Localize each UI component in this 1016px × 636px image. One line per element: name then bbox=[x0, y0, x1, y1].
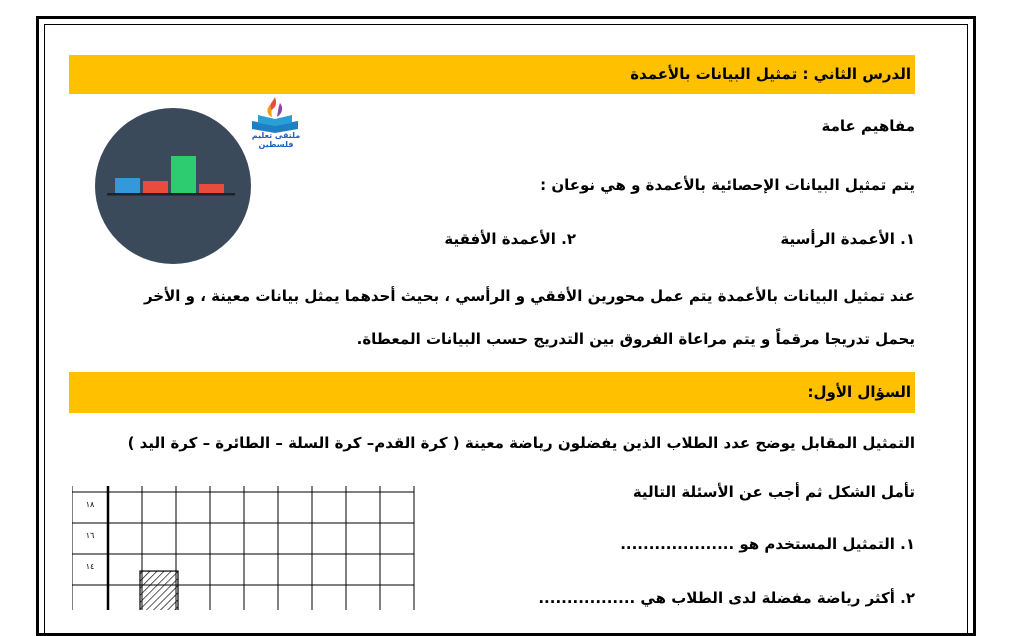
y-tick-label: ١٦ bbox=[85, 531, 95, 540]
y-tick-label: ١٤ bbox=[85, 562, 95, 571]
lesson-title: الدرس الثاني : تمثيل البيانات بالأعمدة bbox=[630, 65, 911, 83]
bar-chart-icon bbox=[95, 108, 251, 264]
bars bbox=[140, 571, 178, 610]
lesson-title-band bbox=[69, 55, 915, 94]
grid-lines bbox=[72, 486, 414, 610]
question-item-1: ١. التمثيل المستخدم هو .................... bbox=[620, 535, 915, 553]
type-horizontal-bars: ٢. الأعمدة الأفقية bbox=[444, 230, 576, 248]
forum-logo-caption: ملتقى تعليم فلسطين bbox=[251, 131, 301, 149]
bar-chart-grid bbox=[72, 486, 422, 610]
section-heading: مفاهيم عامة bbox=[821, 117, 915, 135]
question-instruction: تأمل الشكل ثم أجب عن الأسئلة التالية bbox=[632, 483, 915, 501]
paragraph-line-2: يحمل تدريجا مرقماً و يتم مراعاة الفروق بين التدريج حسب البيانات المعطاة. bbox=[356, 330, 915, 348]
y-axis-tick-labels bbox=[86, 500, 95, 571]
bar-0 bbox=[140, 571, 178, 610]
question-heading: السؤال الأول: bbox=[807, 383, 911, 401]
question-item-2: ٢. أكثر رياضة مفضلة لدى الطلاب هي ................. bbox=[538, 589, 915, 607]
type-vertical-bars: ١. الأعمدة الرأسية bbox=[780, 230, 915, 248]
question-heading-band bbox=[69, 372, 915, 413]
intro-text: يتم تمثيل البيانات الإحصائية بالأعمدة و هي نوعان : bbox=[540, 176, 915, 194]
y-tick-label: ١٨ bbox=[85, 500, 95, 509]
question-description: التمثيل المقابل يوضح عدد الطلاب الذين يفضلون رياضة معينة ( كرة القدم– كرة السلة – الطائرة – كرة اليد ) bbox=[127, 434, 915, 452]
paragraph-line-1: عند تمثيل البيانات بالأعمدة يتم عمل محورين الأفقي و الرأسي ، بحيث أحدهما يمثل بيانات معينة ، و الأخر bbox=[143, 287, 915, 305]
